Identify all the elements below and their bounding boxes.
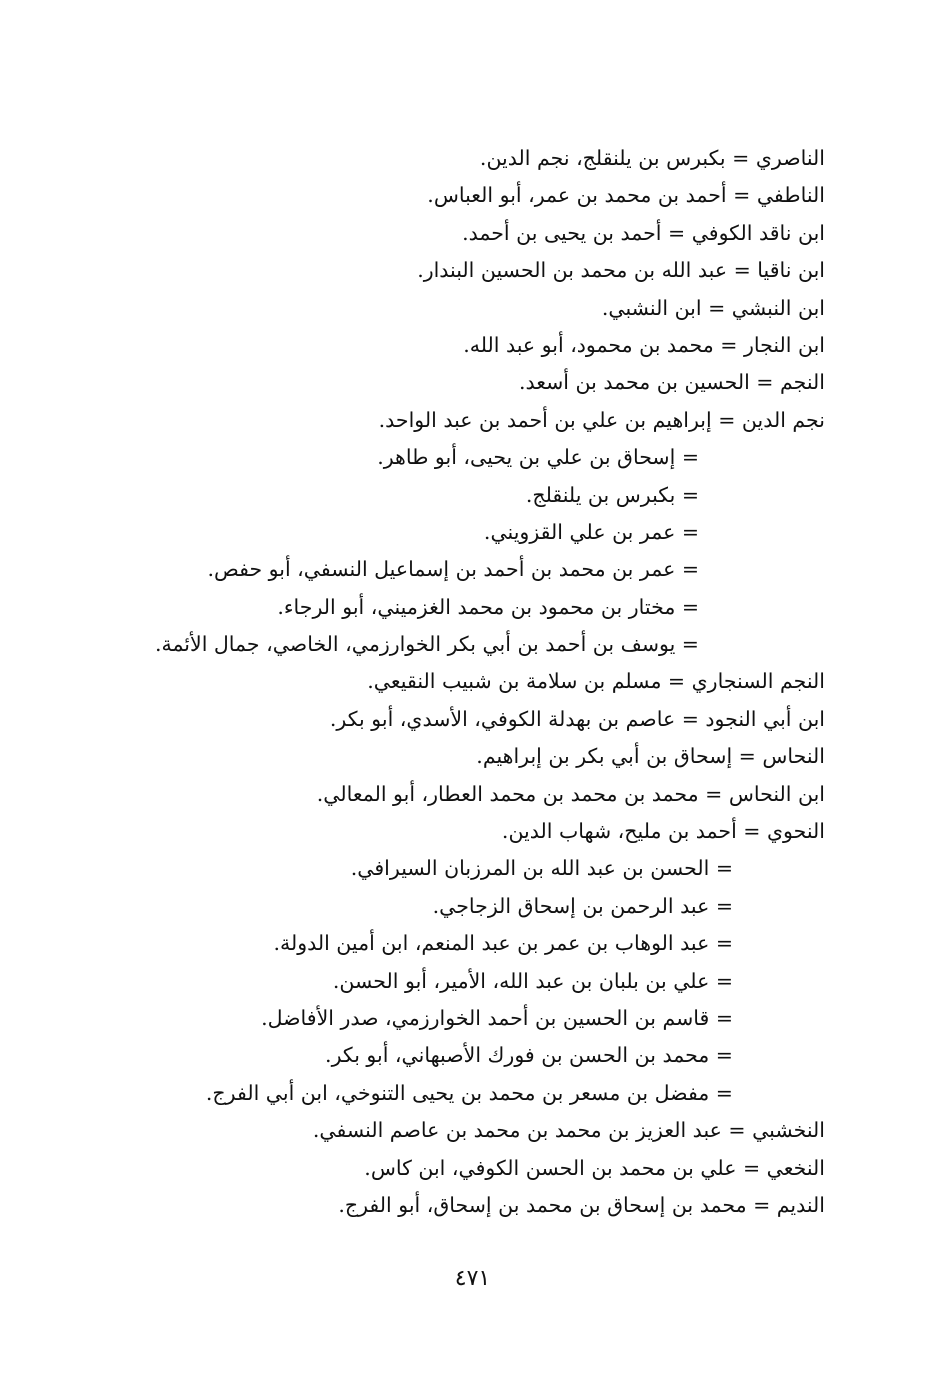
index-entry: ابن ناقيا = عبد الله بن محمد بن الحسين البندار.	[417, 258, 825, 283]
index-sub-entry: = مفضل بن مسعر بن محمد بن يحيى التنوخي، ابن أبي الفرج.	[205, 1080, 733, 1105]
index-sub-entry: = محمد بن الحسن بن فورك الأصبهاني، أبو بكر.	[325, 1043, 733, 1068]
index-sub-entry: = عمر بن علي القزويني.	[483, 519, 699, 544]
index-sub-entry: = الحسن بن عبد الله بن المرزبان السيرافي.	[350, 856, 733, 881]
index-entry: النديم = محمد بن إسحاق بن محمد بن إسحاق، أبو الفرج.	[338, 1192, 825, 1217]
index-sub-entry: = بكبرس بن يلنقلج.	[525, 482, 699, 507]
index-entry: النجم السنجاري = مسلم بن سلامة بن شبيب النقيعي.	[367, 669, 825, 694]
page-number: ٤٧١	[454, 1266, 491, 1291]
index-entry: ابن ناقد الكوفي = أحمد بن يحيى بن أحمد.	[462, 220, 825, 245]
index-entry: النخشبي = عبد العزيز بن محمد بن محمد بن عاصم النسفي.	[312, 1118, 825, 1143]
index-entry: ابن النبشي = ابن النشبي.	[601, 295, 825, 320]
index-entry: النخعي = علي بن محمد بن الحسن الكوفي، ابن كاس.	[364, 1155, 825, 1180]
index-sub-entry: = عبد الرحمن بن إسحاق الزجاجي.	[432, 893, 733, 918]
index-sub-entry: = إسحاق بن علي بن يحيى، أبو طاهر.	[377, 445, 699, 470]
index-entry: نجم الدين = إبراهيم بن علي بن أحمد بن عبد الواحد.	[378, 407, 825, 432]
index-sub-entry: = عمر بن محمد بن أحمد بن إسماعيل النسفي، أبو حفص.	[207, 557, 699, 582]
index-entries-list	[65, 140, 825, 1224]
index-sub-entry: = يوسف بن أحمد بن أبي بكر الخوارزمي، الخاصي، جمال الأئمة.	[154, 632, 699, 657]
index-entry: النحاس = إسحاق بن أبي بكر بن إبراهيم.	[476, 744, 825, 769]
index-entry: ابن أبي النجود = عاصم بن بهدلة الكوفي، الأسدي، أبو بكر.	[329, 706, 825, 731]
index-entry: النجم = الحسين بن محمد بن أسعد.	[518, 370, 825, 395]
index-entry: ابن النجار = محمد بن محمود، أبو عبد الله.	[463, 332, 825, 357]
index-sub-entry: = قاسم بن الحسين بن أحمد الخوارزمي، صدر الأفاضل.	[261, 1005, 733, 1030]
index-entry: النحوي = أحمد بن مليح، شهاب الدين.	[501, 819, 825, 844]
index-sub-entry: = عبد الوهاب بن عمر بن عبد المنعم، ابن أمين الدولة.	[273, 931, 733, 956]
index-sub-entry: = علي بن بلبان بن عبد الله، الأمير، أبو الحسن.	[332, 968, 733, 993]
index-entry: ابن النحاس = محمد بن محمد بن محمد العطار، أبو المعالي.	[316, 781, 825, 806]
index-entry: الناصري = بكبرس بن يلنقلج، نجم الدين.	[479, 146, 825, 170]
index-sub-entry: = مختار بن محمود بن محمد الغزميني، أبو الرجاء.	[277, 594, 699, 619]
index-entry: الناطفي = أحمد بن محمد بن عمر، أبو العباس.	[427, 183, 825, 208]
